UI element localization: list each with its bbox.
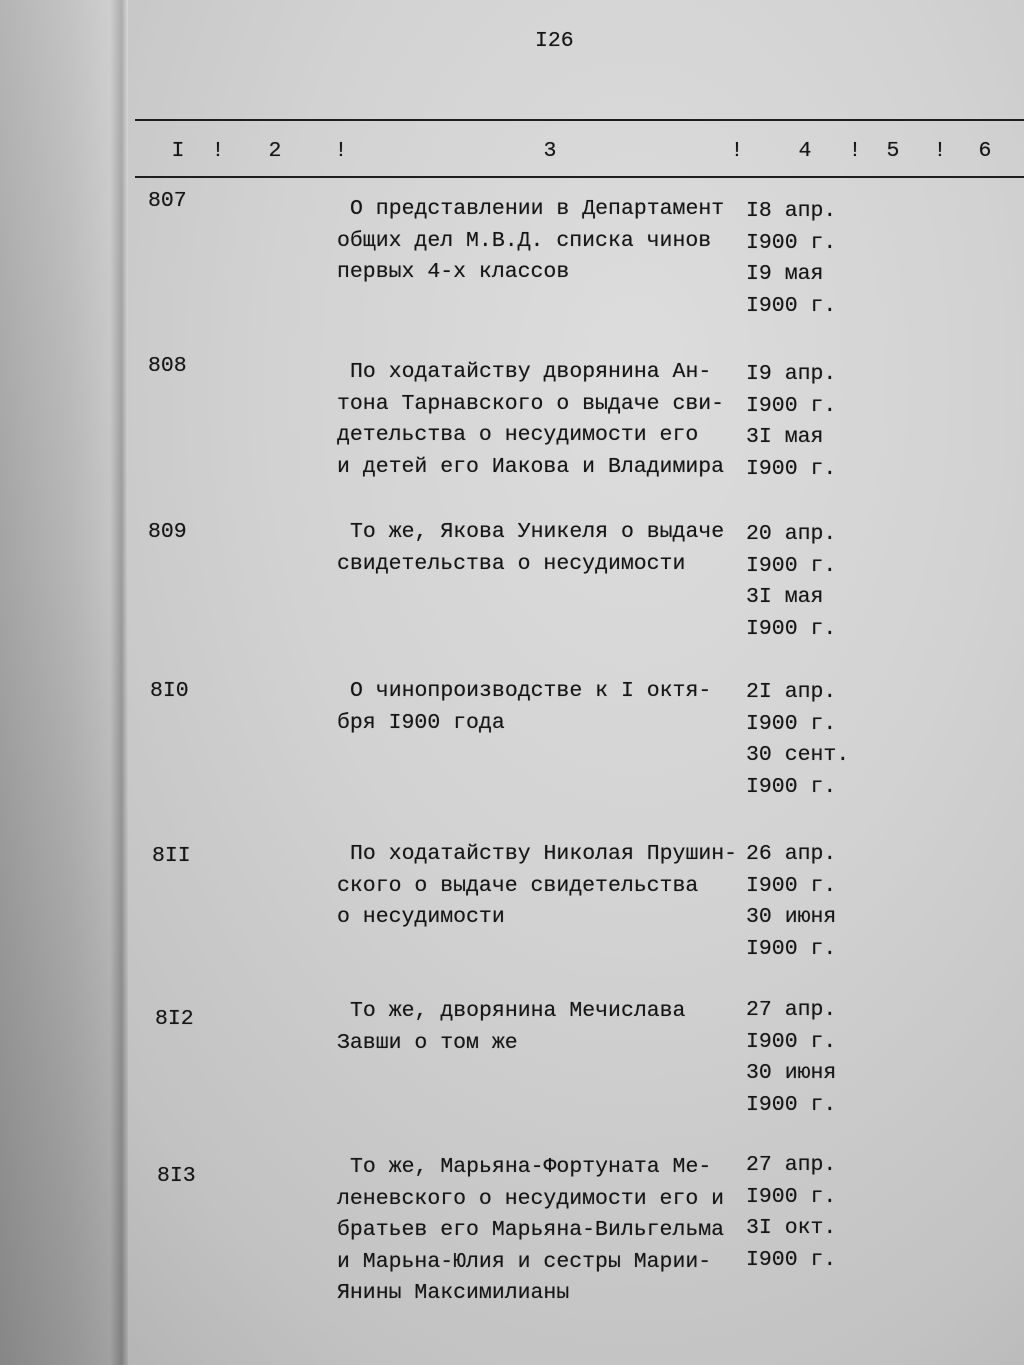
header-separator: !: [730, 139, 744, 163]
date-line: 3I мая: [746, 425, 824, 449]
header-bottom-rule: [135, 176, 1024, 178]
description-line: общих дел М.В.Д. списка чинов: [337, 228, 712, 253]
date-line: I900 г.: [746, 873, 837, 898]
header-separator: !: [848, 139, 862, 163]
date-line: I8 апр.: [746, 199, 837, 223]
entry-dates: [746, 359, 836, 485]
entry-8I2: [0, 996, 1024, 1117]
entry-description: [337, 194, 724, 289]
date-line: I900 г.: [746, 553, 837, 578]
header-col-2: 2: [268, 139, 282, 163]
date-line: 30 июня: [746, 905, 837, 929]
description-line: тона Тарнавского о выдаче сви-: [337, 391, 725, 416]
date-line: I900 г.: [746, 774, 837, 799]
entry-description: [337, 996, 685, 1059]
header-col-6: 6: [978, 139, 992, 163]
date-line: I900 г.: [746, 1029, 837, 1054]
header-separator: !: [334, 139, 348, 163]
entry-number: 807: [148, 189, 187, 213]
date-line: I900 г.: [746, 456, 837, 481]
description-line: По ходатайству дворянина Ан-: [350, 360, 712, 384]
description-line: бря I900 года: [337, 710, 505, 735]
date-line: 30 июня: [746, 1061, 837, 1085]
entry-number: 8I0: [150, 679, 189, 703]
entry-dates: [746, 1150, 836, 1276]
description-line: Янины Максимилианы: [337, 1281, 570, 1305]
entry-8I0: [0, 676, 1024, 799]
header-col-5: 5: [886, 139, 900, 163]
description-line: детельства о несудимости его: [337, 423, 699, 447]
date-line: I900 г.: [746, 616, 837, 641]
date-line: 3I окт.: [746, 1216, 837, 1240]
description-line: свидетельства о несудимости: [337, 551, 686, 576]
header-separator: !: [211, 139, 225, 163]
entry-description: [337, 517, 724, 580]
entry-number: 8I2: [155, 1007, 194, 1031]
header-col-4: 4: [798, 139, 812, 163]
description-line: О чинопроизводстве к I октя-: [350, 679, 712, 703]
gutter-shadow: [0, 0, 128, 1365]
date-line: 30 сент.: [746, 743, 850, 767]
entry-808: [0, 354, 1024, 481]
date-line: I900 г.: [746, 711, 837, 736]
description-line: леневского о несудимости его и: [337, 1186, 725, 1211]
description-line: По ходатайству Николая Прушин-: [350, 842, 738, 866]
entry-dates: [746, 839, 836, 965]
entry-dates: [746, 995, 836, 1121]
entry-8II: [0, 839, 1024, 961]
date-line: I900 г.: [746, 1184, 837, 1209]
description-line: о несудимости: [337, 905, 505, 929]
description-line: О представлении в Департамент: [350, 197, 725, 221]
description-line: То же, дворянина Мечислава: [350, 999, 686, 1023]
date-line: 3I мая: [746, 585, 824, 609]
page-number: I26: [535, 29, 574, 53]
header-separator: !: [933, 139, 947, 163]
entry-number: 809: [148, 520, 187, 544]
date-line: I900 г.: [746, 293, 837, 318]
date-line: I900 г.: [746, 1247, 837, 1272]
entry-description: [337, 357, 724, 483]
date-line: 27 апр.: [746, 998, 837, 1022]
date-line: I900 г.: [746, 393, 837, 418]
date-line: I9 апр.: [746, 362, 837, 386]
date-line: I9 мая: [746, 262, 824, 286]
entry-807: [0, 189, 1024, 318]
entry-8I3: [0, 1152, 1024, 1305]
date-line: 20 апр.: [746, 522, 837, 546]
date-line: 27 апр.: [746, 1153, 837, 1177]
entry-number: 8I3: [157, 1164, 196, 1188]
description-line: То же, Марьяна-Фортуната Ме-: [350, 1155, 712, 1179]
description-line: первых 4-х классов: [337, 260, 570, 284]
description-line: Завши о том же: [337, 1030, 518, 1055]
header-top-rule: [135, 119, 1024, 121]
entry-description: [337, 839, 737, 934]
date-line: I900 г.: [746, 936, 837, 961]
date-line: 26 апр.: [746, 842, 837, 866]
entry-number: 8II: [152, 844, 191, 868]
description-line: и Марьна-Юлия и сестры Марии-: [337, 1249, 712, 1274]
entry-dates: [746, 196, 836, 322]
header-col-3: 3: [543, 139, 557, 163]
description-line: и детей его Иакова и Владимира: [337, 454, 725, 479]
description-line: ского о выдаче свидетельства: [337, 873, 699, 898]
entry-number: 808: [148, 354, 187, 378]
date-line: 2I апр.: [746, 680, 837, 704]
entry-dates: [746, 519, 836, 645]
entry-description: [337, 1152, 724, 1310]
entry-809: [0, 517, 1024, 641]
header-col-1: I: [171, 139, 185, 163]
description-line: То же, Якова Уникеля о выдаче: [350, 520, 725, 544]
entry-dates: [746, 677, 849, 803]
date-line: I900 г.: [746, 230, 837, 255]
description-line: братьев его Марьяна-Вильгельма: [337, 1218, 725, 1242]
entry-description: [337, 676, 711, 739]
date-line: I900 г.: [746, 1092, 837, 1117]
